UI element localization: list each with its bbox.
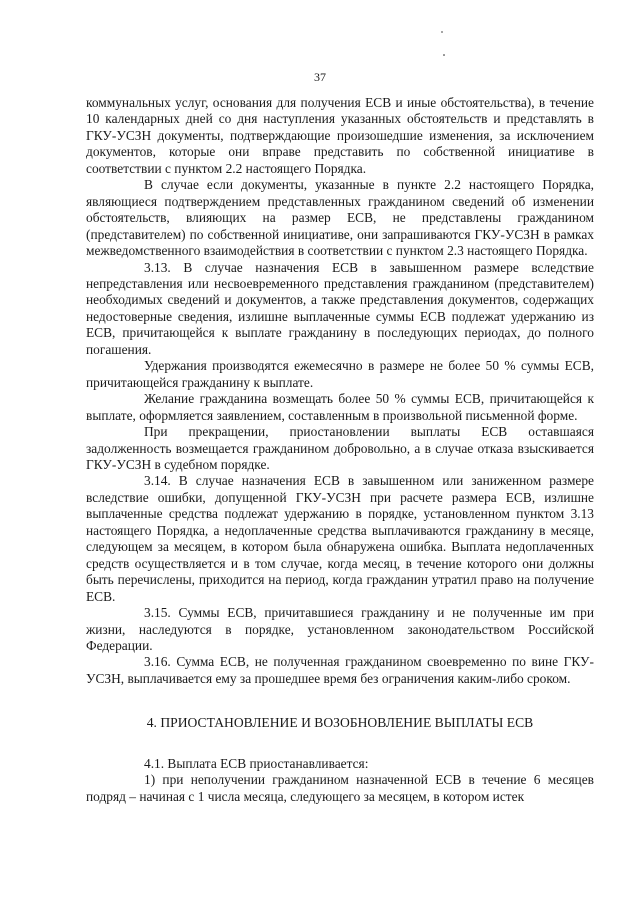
paragraph: В случае если документы, указанные в пункте 2.2 настоящего Порядка, являющиеся подтверждением представленных гражданином сведений об изменении обстоятельств, влияющих на размер ЕСВ, не представлены гражданином (представителем) по собственной инициативе, они запрашиваются ГКУ-УСЗН в рамках межведомственного взаимодействия в соответствии с пунктом 2.3 настоящего Порядка.: [86, 177, 594, 259]
paragraph-4-1: 4.1. Выплата ЕСВ приостанавливается:: [144, 755, 369, 771]
section-heading: 4. ПРИОСТАНОВЛЕНИЕ И ВОЗОБНОВЛЕНИЕ ВЫПЛАТЫ ЕСВ: [146, 715, 534, 731]
scan-speck: [443, 54, 445, 56]
paragraph-3-13: 3.13. В случае назначения ЕСВ в завышенном размере вследствие непредставления или несвоевременного представления гражданином (представителем) необходимых сведений и документов, а также представления документов, содержащих недостоверные сведения, излишне выплаченные суммы ЕСВ подлежат удержанию из ЕСВ, причитающейся к выплате гражданину в последующих периодах, до полного погашения.: [86, 259, 594, 357]
paragraph-3-15: 3.15. Суммы ЕСВ, причитавшиеся гражданину и не полученные им при жизни, наследуются в порядке, установленном законодательством Российской Федерации.: [86, 605, 594, 653]
paragraph-continuation: коммунальных услуг, основания для получения ЕСВ и иные обстоятельства), в течение 10 календарных дней со дня наступления указанных обстоятельств и представлять в ГКУ-УСЗН документы, подтверждающие произошедшие изменения, за исключением документов, которые они вправе представить по собственной инициативе в соответствии с пунктом 2.2 настоящего Порядка.: [86, 95, 594, 176]
scan-speck: [441, 31, 443, 33]
paragraph: Желание гражданина возмещать более 50 % суммы ЕСВ, причитающейся к выплате, оформляется заявлением, составленным в произвольной письменной форме.: [86, 391, 594, 423]
document-body: [86, 95, 594, 805]
paragraph-3-14: 3.14. В случае назначения ЕСВ в завышенном или заниженном размере вследствие ошибки, допущенной ГКУ-УСЗН при расчете размера ЕСВ, излишне выплаченные средства подлежат удержанию в порядке, установленном пунктом 3.13 настоящего Порядка, а недоплаченные средства выплачиваются гражданину в месяце, следующем за месяцем, в котором была обнаружена ошибка. Выплата недоплаченных средств осуществляется и в том случае, когда месяц, в течение которого они должны быть перечислены, приходится на период, когда гражданин утратил право на получение ЕСВ.: [86, 473, 594, 604]
page-number: 37: [314, 70, 326, 84]
paragraph: При прекращении, приостановлении выплаты ЕСВ оставшаяся задолженность возмещается гражданином добровольно, а в случае отказа взыскивается ГКУ-УСЗН в судебном порядке.: [86, 424, 594, 472]
paragraph-3-16: 3.16. Сумма ЕСВ, не полученная гражданином своевременно по вине ГКУ-УСЗН, выплачивается ему за прошедшее время без ограничения каким-либо сроком.: [86, 654, 594, 686]
paragraph-4-1-item-1: 1) при неполучении гражданином назначенной ЕСВ в течение 6 месяцев подряд – начиная с 1 числа месяца, следующего за месяцем, в котором истек: [86, 772, 594, 804]
paragraph: Удержания производятся ежемесячно в размере не более 50 % суммы ЕСВ, причитающейся гражданину к выплате.: [86, 358, 594, 390]
